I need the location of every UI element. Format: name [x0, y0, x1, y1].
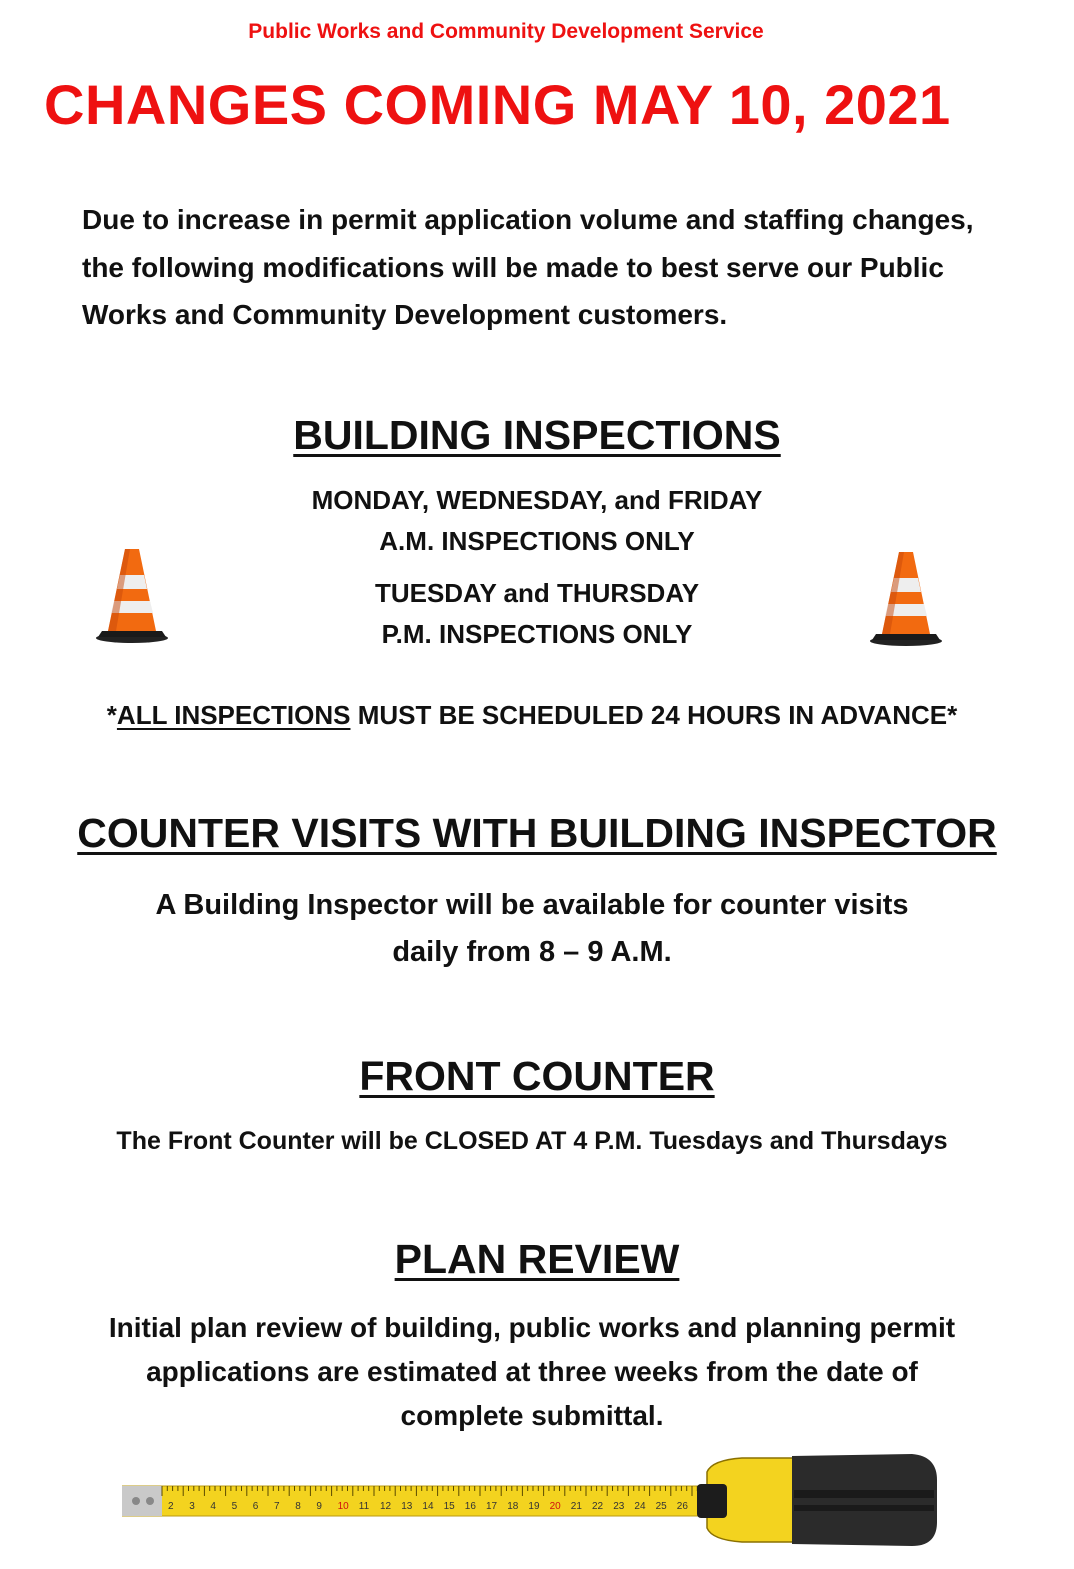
- tape-number: 19: [528, 1501, 540, 1512]
- tape-number: 4: [210, 1501, 216, 1512]
- front-counter-heading: [0, 1053, 1074, 1100]
- front-counter-heading-text: FRONT COUNTER: [359, 1053, 715, 1099]
- tape-number: 24: [634, 1501, 646, 1512]
- tape-number: 9: [316, 1501, 322, 1512]
- tape-number: 5: [231, 1501, 238, 1512]
- org-name: Public Works and Community Development Service: [248, 20, 764, 43]
- tape-number: 11: [358, 1501, 370, 1512]
- counter-visits-heading-text: COUNTER VISITS WITH BUILDING INSPECTOR: [77, 810, 997, 856]
- traffic-cone-icon: [92, 545, 172, 645]
- counter-visits-line2: daily from 8 – 9 A.M.: [392, 936, 672, 968]
- tape-number: 8: [295, 1501, 301, 1512]
- inspection-pm-only: P.M. INSPECTIONS ONLY: [381, 619, 693, 649]
- note-underlined: ALL INSPECTIONS: [116, 700, 351, 730]
- plan-review-line2: applications are estimated at three weeks from the date of: [146, 1356, 918, 1387]
- tape-number: 16: [464, 1501, 476, 1512]
- counter-visits-heading: [0, 810, 1074, 857]
- tape-number: 2: [168, 1501, 174, 1512]
- tape-number: 13: [401, 1501, 413, 1512]
- intro-paragraph: Due to increase in permit application volume and staffing changes, the following modifications will be made to best serve our Public Works and Community Development customers.: [82, 204, 974, 330]
- tape-number: 7: [274, 1501, 280, 1512]
- tape-number: 3: [189, 1501, 195, 1512]
- building-inspections-heading: [0, 412, 1074, 459]
- tape-number: 26: [676, 1501, 688, 1512]
- page-title: CHANGES COMING MAY 10, 2021: [44, 73, 951, 136]
- counter-visits-line1: A Building Inspector will be available for counter visits: [155, 889, 909, 921]
- tape-number: 25: [655, 1501, 667, 1512]
- inspection-am-only: A.M. INSPECTIONS ONLY: [379, 526, 695, 556]
- tape-number: 15: [443, 1501, 455, 1512]
- front-counter-text: The Front Counter will be CLOSED AT 4 P.M. Tuesdays and Thursdays: [116, 1127, 948, 1155]
- note-prefix: *: [106, 700, 117, 730]
- tape-number: 22: [592, 1501, 604, 1512]
- tape-number: 17: [486, 1501, 498, 1512]
- tape-number: 12: [380, 1501, 392, 1512]
- plan-review-line1: Initial plan review of building, public works and planning permit: [108, 1312, 956, 1343]
- plan-review-heading: [0, 1236, 1074, 1283]
- advance-scheduling-note: [0, 700, 1064, 731]
- tape-number: 21: [570, 1501, 582, 1512]
- tape-number: 6: [252, 1501, 259, 1512]
- tape-number: 20: [549, 1501, 561, 1512]
- plan-review-text: [0, 1306, 1064, 1438]
- traffic-cone-icon: [866, 548, 946, 648]
- tape-number: 23: [613, 1501, 625, 1512]
- tape-number: 18: [507, 1501, 519, 1512]
- tape-number: 10: [337, 1501, 349, 1512]
- inspection-days-am: MONDAY, WEDNESDAY, and FRIDAY: [311, 485, 763, 515]
- counter-visits-text: [0, 882, 1064, 976]
- inspection-days-pm: TUESDAY and THURSDAY: [374, 578, 700, 608]
- tape-measure-icon: [122, 1450, 942, 1550]
- tape-number: 14: [422, 1501, 434, 1512]
- plan-review-heading-text: PLAN REVIEW: [394, 1236, 680, 1282]
- note-rest: MUST BE SCHEDULED 24 HOURS IN ADVANCE*: [350, 700, 958, 730]
- building-inspections-heading-text: BUILDING INSPECTIONS: [293, 412, 781, 458]
- plan-review-line3: complete submittal.: [400, 1400, 664, 1431]
